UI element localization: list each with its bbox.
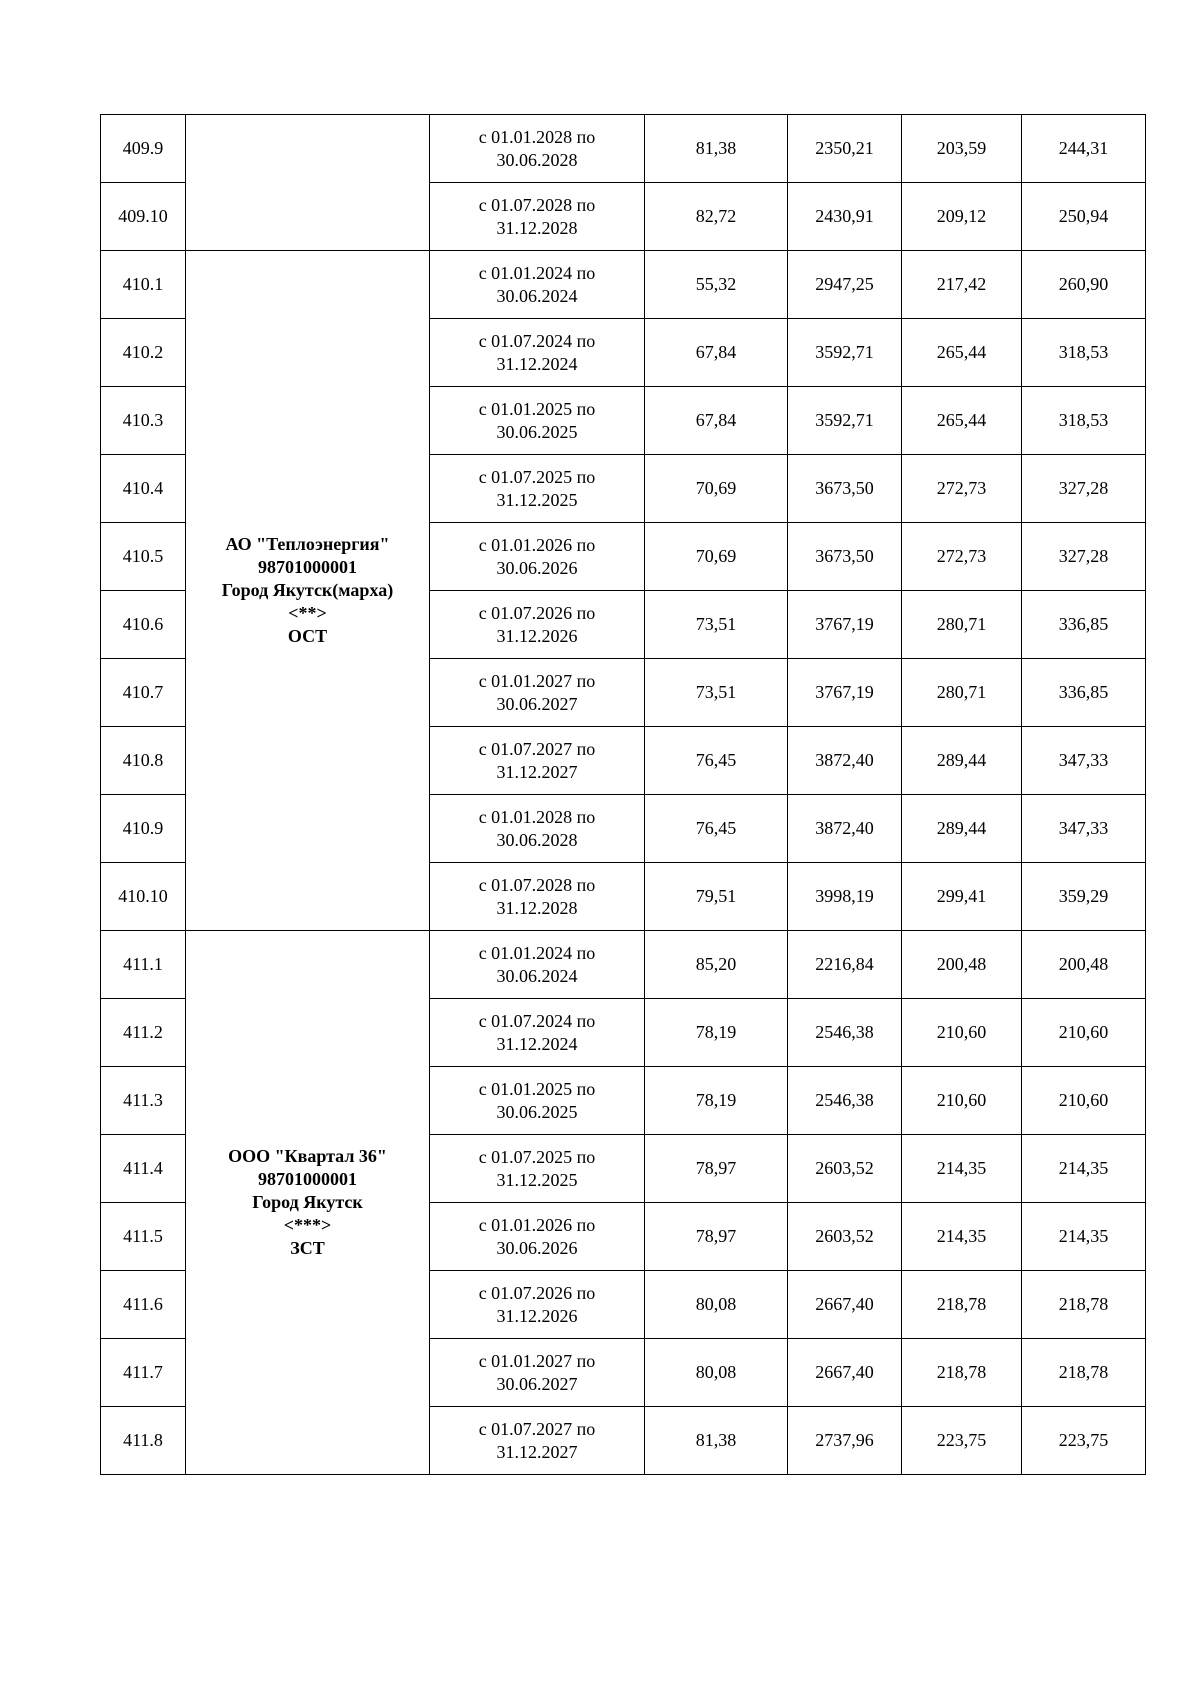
value-cell-4: 336,85 [1022, 659, 1146, 727]
value-cell-3: 265,44 [902, 319, 1022, 387]
value-cell-3: 289,44 [902, 795, 1022, 863]
period-line: 30.06.2024 [496, 965, 578, 986]
organization-line: Город Якутск [252, 1192, 363, 1212]
value-cell-3: 214,35 [902, 1135, 1022, 1203]
period-cell [430, 659, 645, 727]
value-cell-2: 2737,96 [788, 1407, 902, 1475]
row-number-cell: 411.1 [101, 931, 186, 999]
row-number-cell: 410.3 [101, 387, 186, 455]
organization-line: <**> [288, 603, 327, 623]
period-line: с 01.07.2025 по [478, 1146, 596, 1167]
organization-line: Город Якутск(марха) [221, 580, 394, 600]
value-cell-1: 85,20 [645, 931, 788, 999]
value-cell-3: 272,73 [902, 455, 1022, 523]
value-cell-1: 80,08 [645, 1271, 788, 1339]
value-cell-4: 260,90 [1022, 251, 1146, 319]
value-cell-2: 3592,71 [788, 319, 902, 387]
table-row [101, 251, 1146, 319]
period-line: 31.12.2024 [496, 353, 578, 374]
value-cell-1: 76,45 [645, 795, 788, 863]
organization-line: ООО "Квартал 36" [228, 1146, 387, 1166]
value-cell-2: 2947,25 [788, 251, 902, 319]
value-cell-1: 76,45 [645, 727, 788, 795]
value-cell-2: 2546,38 [788, 1067, 902, 1135]
value-cell-3: 210,60 [902, 999, 1022, 1067]
tariff-table-body [101, 115, 1146, 1475]
value-cell-1: 70,69 [645, 455, 788, 523]
value-cell-2: 2350,21 [788, 115, 902, 183]
value-cell-2: 2430,91 [788, 183, 902, 251]
value-cell-1: 78,97 [645, 1203, 788, 1271]
period-cell [430, 1203, 645, 1271]
period-line: 30.06.2028 [496, 829, 578, 850]
value-cell-2: 3767,19 [788, 591, 902, 659]
period-line: с 01.07.2028 по [478, 874, 596, 895]
value-cell-2: 3872,40 [788, 727, 902, 795]
period-cell [430, 1339, 645, 1407]
value-cell-2: 3673,50 [788, 523, 902, 591]
period-line: 31.12.2024 [496, 1033, 578, 1054]
organization-cell [186, 115, 430, 251]
value-cell-1: 78,19 [645, 999, 788, 1067]
value-cell-4: 347,33 [1022, 727, 1146, 795]
value-cell-4: 218,78 [1022, 1271, 1146, 1339]
table-row [101, 115, 1146, 183]
value-cell-2: 3872,40 [788, 795, 902, 863]
value-cell-3: 214,35 [902, 1203, 1022, 1271]
value-cell-2: 3767,19 [788, 659, 902, 727]
period-line: 30.06.2025 [496, 421, 578, 442]
value-cell-3: 203,59 [902, 115, 1022, 183]
period-line: 31.12.2027 [496, 761, 578, 782]
value-cell-4: 200,48 [1022, 931, 1146, 999]
value-cell-3: 289,44 [902, 727, 1022, 795]
row-number-cell: 411.3 [101, 1067, 186, 1135]
value-cell-3: 218,78 [902, 1339, 1022, 1407]
value-cell-4: 210,60 [1022, 999, 1146, 1067]
value-cell-4: 214,35 [1022, 1135, 1146, 1203]
period-line: 30.06.2026 [496, 557, 578, 578]
row-number-cell: 410.7 [101, 659, 186, 727]
value-cell-4: 218,78 [1022, 1339, 1146, 1407]
value-cell-4: 250,94 [1022, 183, 1146, 251]
value-cell-1: 82,72 [645, 183, 788, 251]
period-line: с 01.01.2024 по [478, 942, 596, 963]
period-line: с 01.01.2028 по [478, 806, 596, 827]
row-number-cell: 410.10 [101, 863, 186, 931]
period-line: с 01.01.2024 по [478, 262, 596, 283]
value-cell-3: 299,41 [902, 863, 1022, 931]
period-line: 30.06.2027 [496, 693, 578, 714]
tariff-table [100, 114, 1146, 1475]
organization-cell [186, 251, 430, 931]
period-line: с 01.01.2027 по [478, 1350, 596, 1371]
value-cell-3: 210,60 [902, 1067, 1022, 1135]
value-cell-4: 210,60 [1022, 1067, 1146, 1135]
period-cell [430, 999, 645, 1067]
value-cell-2: 2216,84 [788, 931, 902, 999]
row-number-cell: 410.4 [101, 455, 186, 523]
period-line: с 01.01.2025 по [478, 398, 596, 419]
period-line: с 01.07.2027 по [478, 738, 596, 759]
value-cell-1: 55,32 [645, 251, 788, 319]
organization-line: АО "Теплоэнергия" [225, 534, 390, 554]
value-cell-2: 2603,52 [788, 1135, 902, 1203]
value-cell-4: 327,28 [1022, 455, 1146, 523]
row-number-cell: 409.9 [101, 115, 186, 183]
value-cell-4: 214,35 [1022, 1203, 1146, 1271]
period-cell [430, 523, 645, 591]
row-number-cell: 410.2 [101, 319, 186, 387]
value-cell-1: 80,08 [645, 1339, 788, 1407]
organization-line: ОСТ [287, 626, 328, 646]
value-cell-1: 67,84 [645, 387, 788, 455]
value-cell-1: 73,51 [645, 659, 788, 727]
period-line: с 01.01.2025 по [478, 1078, 596, 1099]
period-line: с 01.07.2026 по [478, 1282, 596, 1303]
value-cell-3: 218,78 [902, 1271, 1022, 1339]
period-cell [430, 727, 645, 795]
period-line: 31.12.2027 [496, 1441, 578, 1462]
value-cell-3: 280,71 [902, 591, 1022, 659]
period-cell [430, 795, 645, 863]
period-cell [430, 591, 645, 659]
value-cell-1: 79,51 [645, 863, 788, 931]
table-row [101, 931, 1146, 999]
row-number-cell: 411.4 [101, 1135, 186, 1203]
value-cell-2: 2667,40 [788, 1339, 902, 1407]
period-line: с 01.07.2025 по [478, 466, 596, 487]
row-number-cell: 411.6 [101, 1271, 186, 1339]
organization-line: 98701000001 [258, 557, 357, 577]
value-cell-3: 223,75 [902, 1407, 1022, 1475]
value-cell-4: 347,33 [1022, 795, 1146, 863]
period-cell [430, 183, 645, 251]
row-number-cell: 410.1 [101, 251, 186, 319]
value-cell-1: 78,97 [645, 1135, 788, 1203]
row-number-cell: 410.6 [101, 591, 186, 659]
value-cell-3: 280,71 [902, 659, 1022, 727]
period-line: с 01.01.2027 по [478, 670, 596, 691]
period-line: с 01.07.2024 по [478, 1010, 596, 1031]
row-number-cell: 410.8 [101, 727, 186, 795]
value-cell-1: 81,38 [645, 1407, 788, 1475]
period-line: 30.06.2024 [496, 285, 578, 306]
row-number-cell: 411.7 [101, 1339, 186, 1407]
period-cell [430, 387, 645, 455]
period-line: с 01.07.2027 по [478, 1418, 596, 1439]
period-cell [430, 931, 645, 999]
value-cell-4: 359,29 [1022, 863, 1146, 931]
period-cell [430, 1067, 645, 1135]
period-cell [430, 455, 645, 523]
value-cell-1: 70,69 [645, 523, 788, 591]
value-cell-1: 81,38 [645, 115, 788, 183]
period-line: 31.12.2025 [496, 1169, 578, 1190]
period-line: с 01.07.2028 по [478, 194, 596, 215]
value-cell-3: 265,44 [902, 387, 1022, 455]
organization-line: <***> [283, 1215, 332, 1235]
period-line: с 01.07.2026 по [478, 602, 596, 623]
period-line: 30.06.2026 [496, 1237, 578, 1258]
period-line: 31.12.2026 [496, 1305, 578, 1326]
value-cell-4: 318,53 [1022, 319, 1146, 387]
period-line: 31.12.2026 [496, 625, 578, 646]
value-cell-1: 78,19 [645, 1067, 788, 1135]
period-cell [430, 863, 645, 931]
value-cell-3: 272,73 [902, 523, 1022, 591]
value-cell-4: 336,85 [1022, 591, 1146, 659]
value-cell-1: 73,51 [645, 591, 788, 659]
value-cell-4: 327,28 [1022, 523, 1146, 591]
value-cell-4: 244,31 [1022, 115, 1146, 183]
row-number-cell: 411.5 [101, 1203, 186, 1271]
period-cell [430, 115, 645, 183]
period-cell [430, 1271, 645, 1339]
period-cell [430, 251, 645, 319]
period-line: с 01.01.2026 по [478, 534, 596, 555]
period-line: с 01.01.2028 по [478, 126, 596, 147]
organization-cell [186, 931, 430, 1475]
row-number-cell: 411.2 [101, 999, 186, 1067]
value-cell-1: 67,84 [645, 319, 788, 387]
period-cell [430, 1135, 645, 1203]
period-line: 30.06.2027 [496, 1373, 578, 1394]
period-line: 31.12.2028 [496, 897, 578, 918]
row-number-cell: 409.10 [101, 183, 186, 251]
organization-line: ЗСТ [290, 1238, 325, 1258]
value-cell-4: 318,53 [1022, 387, 1146, 455]
value-cell-2: 3673,50 [788, 455, 902, 523]
row-number-cell: 411.8 [101, 1407, 186, 1475]
value-cell-2: 3998,19 [788, 863, 902, 931]
period-cell [430, 319, 645, 387]
value-cell-4: 223,75 [1022, 1407, 1146, 1475]
value-cell-3: 200,48 [902, 931, 1022, 999]
period-line: 30.06.2028 [496, 149, 578, 170]
value-cell-3: 217,42 [902, 251, 1022, 319]
row-number-cell: 410.5 [101, 523, 186, 591]
value-cell-2: 3592,71 [788, 387, 902, 455]
period-line: 30.06.2025 [496, 1101, 578, 1122]
row-number-cell: 410.9 [101, 795, 186, 863]
period-line: с 01.07.2024 по [478, 330, 596, 351]
value-cell-2: 2546,38 [788, 999, 902, 1067]
period-line: 31.12.2025 [496, 489, 578, 510]
value-cell-3: 209,12 [902, 183, 1022, 251]
organization-line: 98701000001 [258, 1169, 357, 1189]
value-cell-2: 2603,52 [788, 1203, 902, 1271]
period-line: с 01.01.2026 по [478, 1214, 596, 1235]
period-cell [430, 1407, 645, 1475]
value-cell-2: 2667,40 [788, 1271, 902, 1339]
period-line: 31.12.2028 [496, 217, 578, 238]
